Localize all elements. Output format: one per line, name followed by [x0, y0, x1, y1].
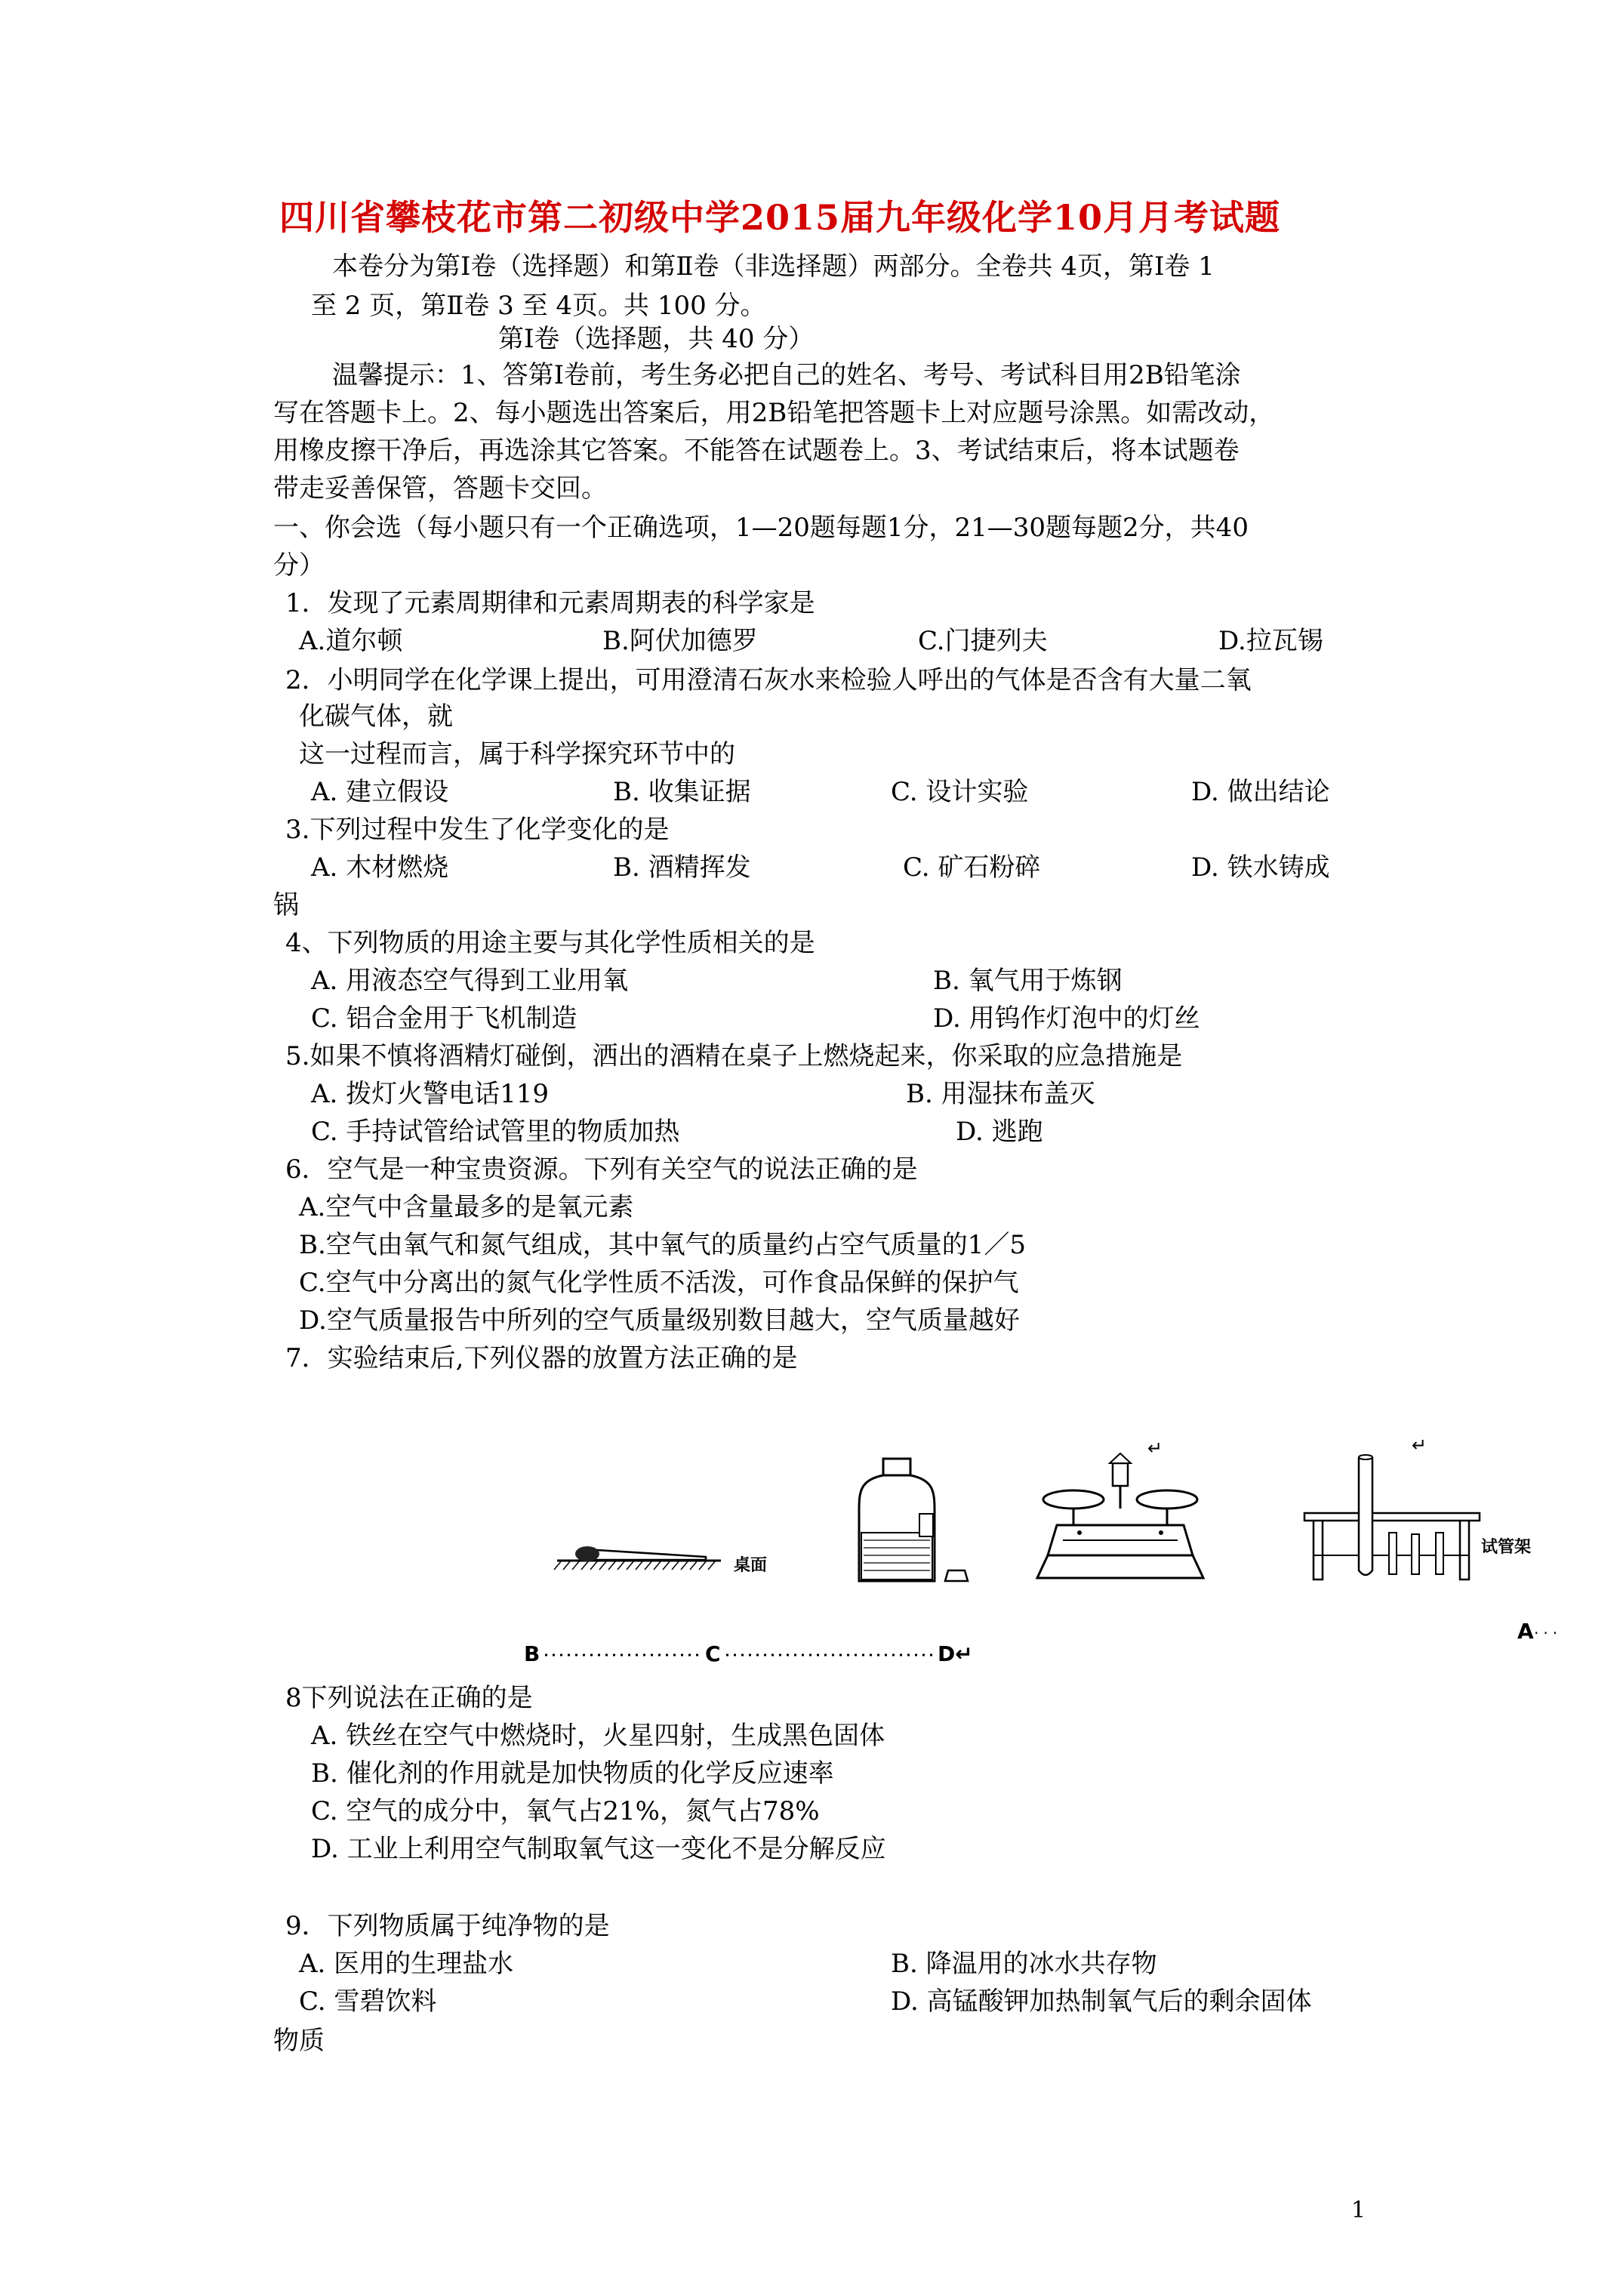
- q9-option-d-cont: 物质: [273, 2026, 325, 2056]
- q5-option-b: B. 用湿抹布盖灭: [906, 1079, 1095, 1109]
- q2-stem-cont: 化碳气体，就: [299, 701, 453, 732]
- q2-stem-cont-2: 这一过程而言，属于科学探究环节中的: [299, 739, 735, 769]
- q2-stem: 2．小明同学在化学课上提出，可用澄清石灰水来检验人呼出的气体是否含有大量二氧: [285, 665, 1252, 695]
- q5-stem: 5.如果不慎将酒精灯碰倒，洒出的酒精在桌子上燃烧起来，你采取的应急措施是: [285, 1041, 1183, 1071]
- intro-line-2: 至 2 页，第Ⅱ卷 3 至 4页。共 100 分。: [311, 291, 766, 321]
- notice-line-4: 带走妥善保管，答题卡交回。: [273, 473, 607, 504]
- return-mark: ↵: [1147, 1438, 1163, 1459]
- q3-stem: 3.下列过程中发生了化学变化的是: [285, 815, 670, 845]
- test-tube-rack-figure: [1304, 1455, 1480, 1579]
- q5-option-d: D. 逃跑: [956, 1117, 1043, 1147]
- q5-option-a: A. 拨灯火警电话119: [311, 1079, 550, 1109]
- q6-option-a: A.空气中含量最多的是氧元素: [299, 1192, 634, 1222]
- figure-label-c: C: [705, 1641, 721, 1666]
- q3-option-d-cont: 锅: [273, 890, 299, 920]
- q3-option-d: D. 铁水铸成: [1191, 852, 1330, 883]
- q1-option-c: C.门捷列夫: [918, 626, 1048, 656]
- q1-option-d: D.拉瓦锡: [1218, 626, 1323, 656]
- return-mark: ↵: [1412, 1435, 1427, 1456]
- q2-option-a: A. 建立假设: [311, 777, 449, 807]
- q3-option-b: B. 酒精挥发: [613, 852, 751, 883]
- q4-option-d: D. 用钨作灯泡中的灯丝: [933, 1003, 1200, 1034]
- q2-option-b: B. 收集证据: [613, 777, 751, 807]
- reagent-bottle-figure: [859, 1459, 968, 1581]
- q5-option-c: C. 手持试管给试管里的物质加热: [311, 1117, 680, 1147]
- q6-stem: 6．空气是一种宝贵资源。下列有关空气的说法正确的是: [285, 1154, 918, 1185]
- notice-line-3: 用橡皮擦干净后，再选涂其它答案。不能答在试题卷上。3、考试结束后，将本试题卷: [273, 436, 1240, 466]
- q1-stem: 1．发现了元素周期律和元素周期表的科学家是: [285, 588, 815, 618]
- q8-option-a: A. 铁丝在空气中燃烧时，火星四射，生成黑色固体: [311, 1721, 885, 1751]
- q7-stem: 7．实验结束后,下列仪器的放置方法正确的是: [285, 1343, 798, 1373]
- q4-option-c: C. 铝合金用于飞机制造: [311, 1003, 577, 1034]
- q9-option-b: B. 降温用的冰水共存物: [891, 1949, 1157, 1979]
- part-one-heading: 一、你会选（每小题只有一个正确选项，1—20题每题1分，21—30题每题2分，共40: [273, 513, 1249, 543]
- notice-line-2: 写在答题卡上。2、每小题选出答案后，用2B铅笔把答题卡上对应题号涂黑。如需改动，: [273, 398, 1275, 428]
- q1-option-a: A.道尔顿: [299, 626, 403, 656]
- q8-option-b: B. 催化剂的作用就是加快物质的化学反应速率: [311, 1758, 834, 1789]
- page-title: 四川省攀枝花市第二初级中学2015届九年级化学10月月考试题: [279, 197, 1281, 238]
- rack-label: 试管架: [1481, 1538, 1532, 1557]
- figure-label-d: D↵: [938, 1641, 973, 1666]
- q9-option-c: C. 雪碧饮料: [299, 1986, 437, 2017]
- q4-option-b: B. 氧气用于炼钢: [933, 966, 1123, 996]
- q6-option-d: D.空气质量报告中所列的空气质量级别数目越大，空气质量越好: [299, 1305, 1020, 1336]
- q2-option-d: D. 做出结论: [1191, 777, 1330, 807]
- q4-stem: 4、下列物质的用途主要与其化学性质相关的是: [285, 928, 815, 958]
- test-tube-on-table-figure: [554, 1546, 721, 1570]
- q8-option-d: D. 工业上利用空气制取氧气这一变化不是分解反应: [311, 1834, 886, 1864]
- notice-line-1: 温馨提示：1、答第Ⅰ卷前，考生务必把自己的姓名、考号、考试科目用2B铅笔涂: [332, 360, 1241, 390]
- q2-option-c: C. 设计实验: [891, 777, 1029, 807]
- q9-option-a: A. 医用的生理盐水: [299, 1949, 514, 1979]
- q6-option-c: C.空气中分离出的氮气化学性质不活泼，可作食品保鲜的保护气: [299, 1268, 1019, 1298]
- table-label: 桌面: [734, 1556, 768, 1575]
- q8-option-c: C. 空气的成分中，氧气占21%，氮气占78%: [311, 1796, 820, 1826]
- balance-scale-figure: [1037, 1453, 1203, 1578]
- intro-line-1: 本卷分为第Ⅰ卷（选择题）和第Ⅱ卷（非选择题）两部分。全卷共 4页，第Ⅰ卷 1: [332, 251, 1215, 282]
- q7-apparatus-figure: [524, 1419, 1600, 1669]
- figure-label-b: B: [524, 1641, 540, 1666]
- part-one-heading-cont: 分）: [273, 550, 325, 581]
- q8-stem: 8下列说法在正确的是: [285, 1683, 533, 1713]
- q6-option-b: B.空气由氧气和氮气组成，其中氧气的质量约占空气质量的1／5: [299, 1230, 1027, 1260]
- q3-option-c: C. 矿石粉碎: [903, 852, 1041, 883]
- figure-label-a: A: [1517, 1619, 1534, 1644]
- q1-option-b: B.阿伏加德罗: [602, 626, 758, 656]
- svg-text:···: ···: [1534, 1624, 1563, 1642]
- q9-option-d: D. 高锰酸钾加热制氧气后的剩余固体: [891, 1986, 1312, 2017]
- page-number: 1: [1351, 2197, 1366, 2224]
- q9-stem: 9．下列物质属于纯净物的是: [285, 1911, 610, 1941]
- q3-option-a: A. 木材燃烧: [311, 852, 449, 883]
- q4-option-a: A. 用液态空气得到工业用氧: [311, 966, 629, 996]
- section-heading: 第Ⅰ卷（选择题，共 40 分）: [498, 324, 815, 354]
